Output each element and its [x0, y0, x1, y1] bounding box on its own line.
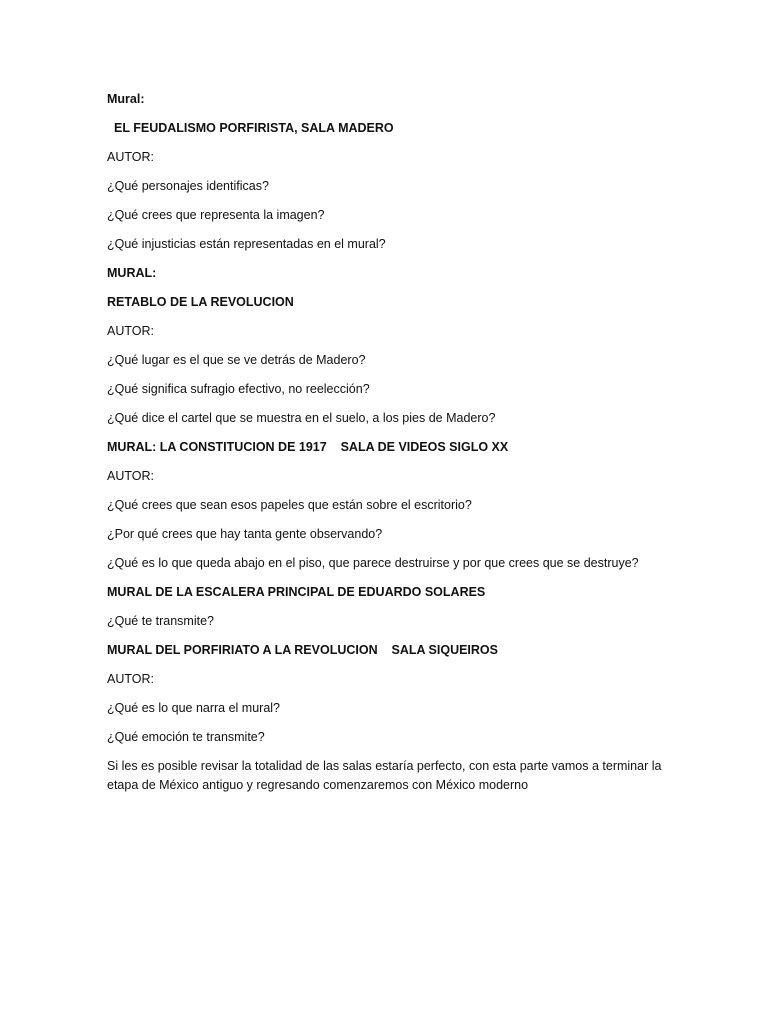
author-label-1: AUTOR: — [107, 150, 154, 164]
question-piso: ¿Qué es lo que queda abajo en el piso, que parece destruirse y por que crees que se destruye? — [107, 556, 639, 570]
question-gente: ¿Por qué crees que hay tanta gente observando? — [107, 527, 383, 541]
mural-title-constitucion: MURAL: LA CONSTITUCION DE 1917 SALA DE VIDEOS SIGLO XX — [107, 440, 509, 454]
question-emocion: ¿Qué emoción te transmite? — [107, 730, 265, 744]
question-lugar: ¿Qué lugar es el que se ve detrás de Madero? — [107, 353, 366, 367]
question-injusticias: ¿Qué injusticias están representadas en el mural? — [107, 237, 386, 251]
author-label-2: AUTOR: — [107, 324, 154, 338]
mural-title-escalera: MURAL DE LA ESCALERA PRINCIPAL DE EDUARDO SOLARES — [107, 585, 486, 599]
mural-title-porfiriato: MURAL DEL PORFIRIATO A LA REVOLUCION SALA SIQUEIROS — [107, 643, 498, 657]
question-transmite: ¿Qué te transmite? — [107, 614, 214, 628]
question-representa: ¿Qué crees que representa la imagen? — [107, 208, 325, 222]
heading-mural-1: Mural: — [107, 92, 145, 106]
document-body — [107, 90, 677, 795]
mural-title-retablo: RETABLO DE LA REVOLUCION — [107, 295, 294, 309]
question-sufragio: ¿Qué significa sufragio efectivo, no reelección? — [107, 382, 370, 396]
author-label-4: AUTOR: — [107, 672, 154, 686]
question-cartel: ¿Qué dice el cartel que se muestra en el suelo, a los pies de Madero? — [107, 411, 496, 425]
question-personajes: ¿Qué personajes identificas? — [107, 179, 269, 193]
closing-paragraph: Si les es posible revisar la totalidad de las salas estaría perfecto, con esta parte vamos a terminar la etapa de México antiguo y regresando comenzaremos con México moderno — [107, 759, 662, 792]
question-narra: ¿Qué es lo que narra el mural? — [107, 701, 281, 715]
question-papeles: ¿Qué crees que sean esos papeles que están sobre el escritorio? — [107, 498, 472, 512]
author-label-3: AUTOR: — [107, 469, 154, 483]
heading-mural-2: MURAL: — [107, 266, 157, 280]
mural-title-feudalismo: EL FEUDALISMO PORFIRISTA, SALA MADERO — [114, 121, 394, 135]
